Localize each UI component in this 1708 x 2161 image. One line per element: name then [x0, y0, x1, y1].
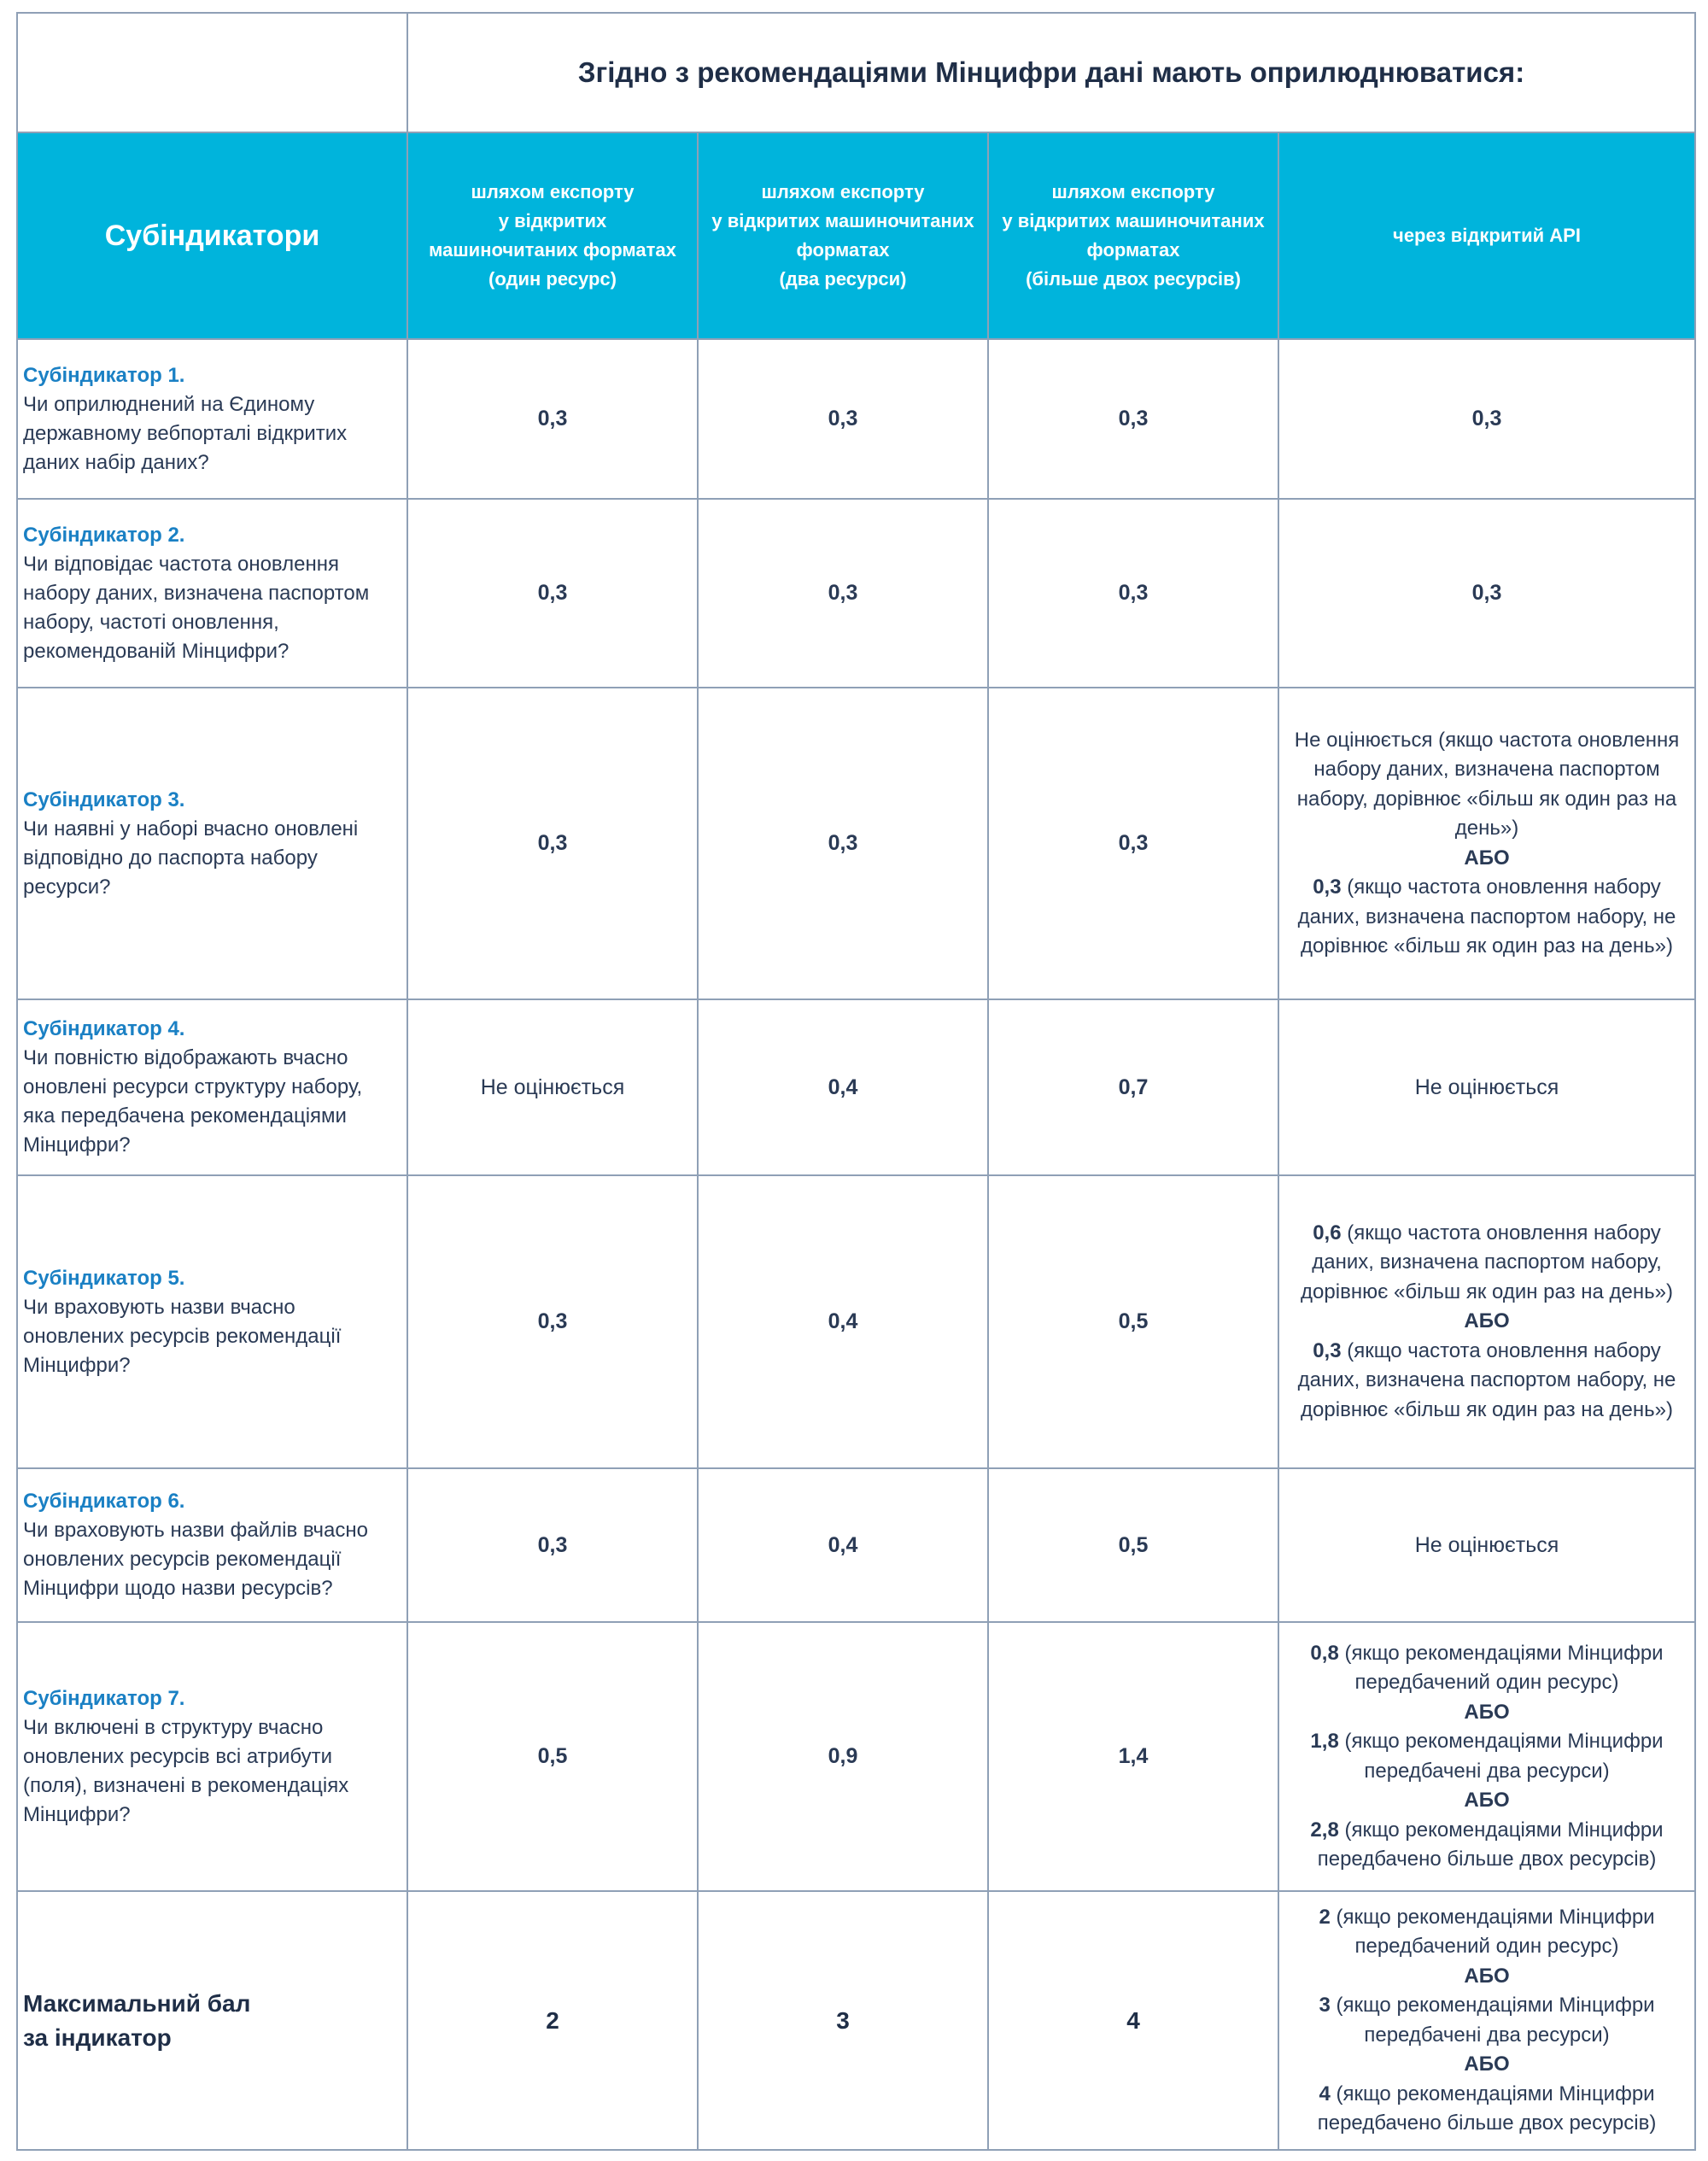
cell-value: 0,3 — [698, 339, 988, 499]
note-text: (якщо рекомендаціями Мінцифри передбачені два ресурси) — [1330, 1994, 1655, 2047]
note-text: (якщо рекомендаціями Мінцифри передбачено більше двох ресурсів) — [1317, 2082, 1657, 2135]
title-row-blank-cell — [17, 13, 407, 132]
note-value: 1,8 — [1310, 1730, 1339, 1753]
subindicators-table — [16, 12, 1696, 2151]
row-title: Субіндикатор 2. — [23, 523, 185, 547]
table-row-subindicator-3 — [17, 688, 1695, 999]
cell-value: 1,4 — [988, 1622, 1278, 1891]
cell-value: 0,4 — [698, 999, 988, 1175]
note-or: АБО — [1464, 846, 1510, 870]
note-value: 4 — [1319, 2082, 1331, 2105]
note-or: АБО — [1464, 1309, 1510, 1333]
table-row-max-score — [17, 1891, 1695, 2150]
row-question: Чи враховують назви файлів вчасно оновлених ресурсів рекомендації Мінцифри щодо назви ресурсів? — [23, 1519, 368, 1600]
note-value: 0,3 — [1313, 1338, 1342, 1362]
max-score-value: 4 — [988, 1891, 1278, 2150]
row-label — [17, 1468, 407, 1622]
row-label — [17, 339, 407, 499]
note-or: АБО — [1464, 1789, 1510, 1812]
row-label — [17, 1622, 407, 1891]
note-value: 0,8 — [1310, 1641, 1339, 1665]
table-row-subindicator-4 — [17, 999, 1695, 1175]
max-score-value: 2 — [407, 1891, 698, 2150]
cell-value: Не оцінюється — [407, 999, 698, 1175]
table-title: Згідно з рекомендаціями Мінцифри дані мають оприлюднюватися: — [407, 13, 1695, 132]
note-text: Не оцінюється (якщо частота оновлення набору даних, визначена паспортом набору, дорівнює «більш як один раз на день») — [1294, 728, 1680, 840]
cell-value: 0,3 — [407, 1175, 698, 1468]
row-question: Чи повністю відображають вчасно оновлені ресурси структуру набору, яка передбачена рекомендаціями Мінцифри? — [23, 1046, 363, 1157]
header-row — [17, 132, 1695, 339]
cell-value: 0,4 — [698, 1468, 988, 1622]
note-text: (якщо частота оновлення набору даних, визначена паспортом набору, не дорівнює «більш як один раз на день») — [1297, 876, 1676, 958]
row-question: Чи враховують назви вчасно оновлених ресурсів рекомендації Мінцифри? — [23, 1295, 342, 1377]
table-row-subindicator-6 — [17, 1468, 1695, 1622]
cell-value: 0,3 — [698, 688, 988, 999]
cell-value: Не оцінюється — [1278, 999, 1695, 1175]
cell-value: 0,9 — [698, 1622, 988, 1891]
row-title: Субіндикатор 3. — [23, 788, 185, 811]
cell-value: 0,3 — [988, 688, 1278, 999]
table-row-subindicator-2 — [17, 499, 1695, 688]
cell-value: 0,3 — [1278, 339, 1695, 499]
note-text: (якщо частота оновлення набору даних, визначена паспортом набору, не дорівнює «більш як один раз на день») — [1297, 1338, 1676, 1421]
row-title: Субіндикатор 5. — [23, 1266, 185, 1290]
header-col-export-more: шляхом експорту у відкритих машиночитаних форматах (більше двох ресурсів) — [988, 132, 1278, 339]
header-col-export-one: шляхом експорту у відкритих машиночитаних форматах (один ресурс) — [407, 132, 698, 339]
row-question: Чи включені в структуру вчасно оновлених ресурсів всі атрибути (поля), визначені в рекомендаціях Мінцифри? — [23, 1715, 349, 1826]
cell-value: 0,7 — [988, 999, 1278, 1175]
title-row — [17, 13, 1695, 132]
note-or: АБО — [1464, 1700, 1510, 1724]
header-col-api: через відкритий API — [1278, 132, 1695, 339]
table-row-subindicator-7 — [17, 1622, 1695, 1891]
cell-value: 0,3 — [407, 339, 698, 499]
note-text: (якщо рекомендаціями Мінцифри передбачені два ресурси) — [1338, 1730, 1664, 1783]
cell-value: 0,3 — [698, 499, 988, 688]
row-question: Чи наявні у наборі вчасно оновлені відповідно до паспорта набору ресурси? — [23, 817, 359, 899]
row-label — [17, 688, 407, 999]
table-row-subindicator-1 — [17, 339, 1695, 499]
cell-value: Не оцінюється — [1278, 1468, 1695, 1622]
cell-value: 0,4 — [698, 1175, 988, 1468]
cell-value: 0,3 — [1278, 499, 1695, 688]
row-label — [17, 1175, 407, 1468]
note-value: 2,8 — [1310, 1818, 1339, 1842]
note-value: 2 — [1319, 1905, 1331, 1929]
cell-value: 0,5 — [988, 1175, 1278, 1468]
header-subindicators: Субіндикатори — [17, 132, 407, 339]
cell-value: 0,3 — [407, 688, 698, 999]
cell-value: 0,3 — [988, 499, 1278, 688]
note-or: АБО — [1464, 1964, 1510, 1988]
note-value: 3 — [1319, 1994, 1331, 2017]
header-col-export-two: шляхом експорту у відкритих машиночитаних форматах (два ресурси) — [698, 132, 988, 339]
row-title: Субіндикатор 6. — [23, 1490, 185, 1513]
note-or: АБО — [1464, 2053, 1510, 2076]
row-question: Чи оприлюднений на Єдиному державному вебпорталі відкритих даних набір даних? — [23, 392, 348, 474]
cell-api-note — [1278, 688, 1695, 999]
note-text: (якщо рекомендаціями Мінцифри передбачено більше двох ресурсів) — [1317, 1818, 1664, 1871]
note-value: 0,3 — [1313, 876, 1342, 899]
cell-value: 0,3 — [988, 339, 1278, 499]
cell-value: 0,5 — [988, 1468, 1278, 1622]
row-label — [17, 499, 407, 688]
table-row-subindicator-5 — [17, 1175, 1695, 1468]
row-label — [17, 999, 407, 1175]
max-score-value: 3 — [698, 1891, 988, 2150]
cell-value: 0,3 — [407, 499, 698, 688]
row-title: Субіндикатор 4. — [23, 1017, 185, 1040]
note-value: 0,6 — [1313, 1221, 1342, 1244]
cell-value: 0,3 — [407, 1468, 698, 1622]
max-score-api-note — [1278, 1891, 1695, 2150]
note-text: (якщо частота оновлення набору даних, визначена паспортом набору, дорівнює «більш як один раз на день») — [1301, 1221, 1673, 1303]
row-title: Субіндикатор 1. — [23, 363, 185, 387]
row-title: Субіндикатор 7. — [23, 1686, 185, 1710]
note-text: (якщо рекомендаціями Мінцифри передбачений один ресурс) — [1330, 1905, 1655, 1958]
row-question: Чи відповідає частота оновлення набору даних, визначена паспортом набору, частоті оновлення, рекомендованій Мінцифри? — [23, 552, 370, 663]
note-text: (якщо рекомендаціями Мінцифри передбачений один ресурс) — [1338, 1641, 1664, 1694]
cell-api-note — [1278, 1175, 1695, 1468]
cell-api-note — [1278, 1622, 1695, 1891]
max-score-label: Максимальний бал за індикатор — [17, 1891, 407, 2150]
cell-value: 0,5 — [407, 1622, 698, 1891]
